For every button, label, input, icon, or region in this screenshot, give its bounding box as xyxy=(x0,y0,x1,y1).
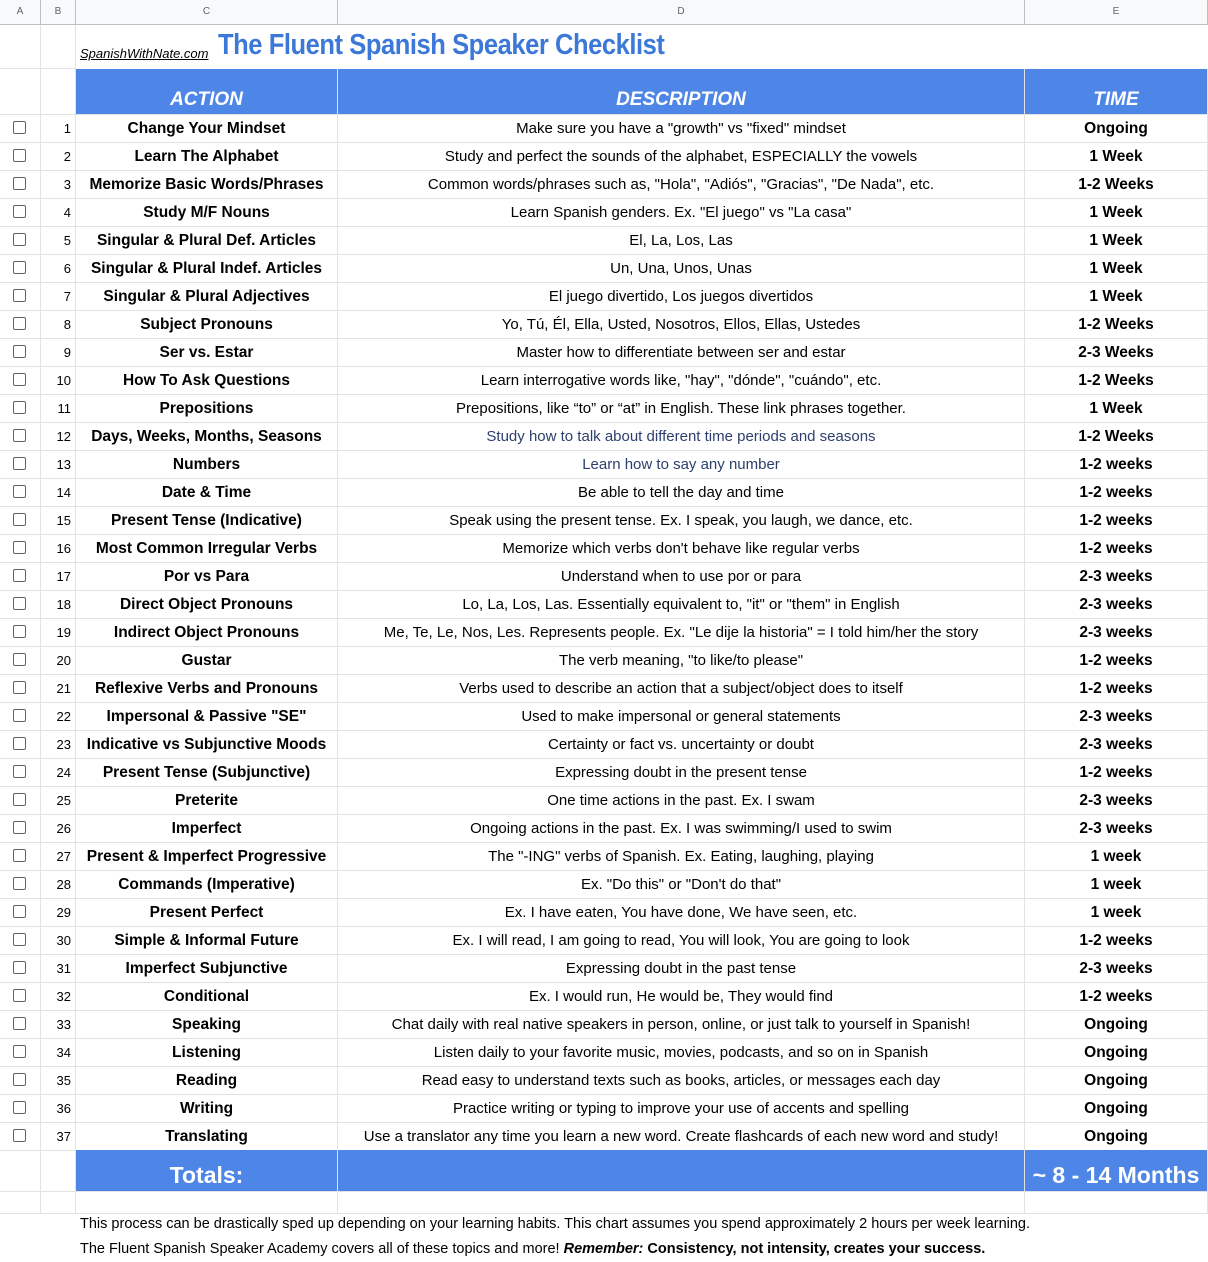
action-cell[interactable]: Writing xyxy=(76,1095,338,1123)
row-number[interactable]: 12 xyxy=(41,423,76,451)
time-cell[interactable]: 1-2 weeks xyxy=(1025,983,1208,1011)
table-row xyxy=(0,395,1208,423)
row-number[interactable]: 8 xyxy=(41,311,76,339)
action-cell[interactable]: Present & Imperfect Progressive xyxy=(76,843,338,871)
checkbox[interactable] xyxy=(13,961,26,974)
action-cell[interactable]: Singular & Plural Def. Articles xyxy=(76,227,338,255)
checkbox[interactable] xyxy=(13,485,26,498)
description-cell[interactable]: Used to make impersonal or general statements xyxy=(338,703,1025,731)
table-row xyxy=(0,563,1208,591)
action-cell[interactable]: Singular & Plural Adjectives xyxy=(76,283,338,311)
description-cell[interactable]: Expressing doubt in the present tense xyxy=(338,759,1025,787)
checkbox-cell[interactable] xyxy=(0,871,41,899)
table-row xyxy=(0,1095,1208,1123)
action-cell[interactable]: Present Tense (Indicative) xyxy=(76,507,338,535)
description-cell[interactable]: Yo, Tú, Él, Ella, Usted, Nosotros, Ellos, Ellas, Ustedes xyxy=(338,311,1025,339)
action-cell[interactable]: Study M/F Nouns xyxy=(76,199,338,227)
row-number[interactable]: 20 xyxy=(41,647,76,675)
time-cell[interactable]: Ongoing xyxy=(1025,1095,1208,1123)
column-header-b[interactable]: B xyxy=(41,0,76,24)
description-cell[interactable]: Be able to tell the day and time xyxy=(338,479,1025,507)
totals-empty-cell[interactable] xyxy=(338,1150,1025,1192)
checkbox[interactable] xyxy=(13,541,26,554)
title-row xyxy=(0,25,1208,69)
checkbox-cell[interactable] xyxy=(0,647,41,675)
header-time[interactable]: TIME xyxy=(1025,69,1208,115)
row-number[interactable]: 22 xyxy=(41,703,76,731)
row-number[interactable]: 1 xyxy=(41,115,76,143)
row-number[interactable]: 26 xyxy=(41,815,76,843)
time-cell[interactable]: 1-2 Weeks xyxy=(1025,423,1208,451)
checkbox-cell[interactable] xyxy=(0,423,41,451)
checkbox-cell[interactable] xyxy=(0,759,41,787)
table-row xyxy=(0,451,1208,479)
action-cell[interactable]: Impersonal & Passive "SE" xyxy=(76,703,338,731)
action-cell[interactable]: How To Ask Questions xyxy=(76,367,338,395)
checkbox-cell[interactable] xyxy=(0,731,41,759)
checkbox-cell[interactable] xyxy=(0,171,41,199)
row-number[interactable]: 14 xyxy=(41,479,76,507)
time-cell[interactable]: 1 week xyxy=(1025,871,1208,899)
description-cell[interactable]: Common words/phrases such as, "Hola", "Adiós", "Gracias", "De Nada", etc. xyxy=(338,171,1025,199)
description-cell[interactable]: Certainty or fact vs. uncertainty or doubt xyxy=(338,731,1025,759)
checkbox-cell[interactable] xyxy=(0,1011,41,1039)
checkbox[interactable] xyxy=(13,289,26,302)
description-cell[interactable]: Lo, La, Los, Las. Essentially equivalent to, "it" or "them" in English xyxy=(338,591,1025,619)
cell[interactable] xyxy=(41,1192,76,1214)
description-cell[interactable]: Chat daily with real native speakers in person, online, or just talk to yourself in Spanish! xyxy=(338,1011,1025,1039)
description-cell[interactable]: El, La, Los, Las xyxy=(338,227,1025,255)
time-cell[interactable]: 1-2 Weeks xyxy=(1025,311,1208,339)
time-cell[interactable]: 2-3 weeks xyxy=(1025,703,1208,731)
checkbox[interactable] xyxy=(13,1129,26,1142)
checkbox[interactable] xyxy=(13,849,26,862)
action-cell[interactable]: Singular & Plural Indef. Articles xyxy=(76,255,338,283)
action-cell[interactable]: Listening xyxy=(76,1039,338,1067)
checkbox-cell[interactable] xyxy=(0,283,41,311)
table-row xyxy=(0,255,1208,283)
checkbox[interactable] xyxy=(13,345,26,358)
table-row xyxy=(0,983,1208,1011)
table-row xyxy=(0,143,1208,171)
checkbox-cell[interactable] xyxy=(0,787,41,815)
checkbox-cell[interactable] xyxy=(0,1123,41,1151)
action-cell[interactable]: Present Tense (Subjunctive) xyxy=(76,759,338,787)
row-number[interactable]: 2 xyxy=(41,143,76,171)
row-number[interactable]: 6 xyxy=(41,255,76,283)
table-row xyxy=(0,871,1208,899)
row-number[interactable]: 29 xyxy=(41,899,76,927)
checkbox-cell[interactable] xyxy=(0,507,41,535)
description-cell[interactable]: The verb meaning, "to like/to please" xyxy=(338,647,1025,675)
action-cell[interactable]: Imperfect xyxy=(76,815,338,843)
table-row xyxy=(0,759,1208,787)
checkbox-cell[interactable] xyxy=(0,619,41,647)
time-cell[interactable]: 2-3 weeks xyxy=(1025,815,1208,843)
row-number[interactable]: 13 xyxy=(41,451,76,479)
checkbox[interactable] xyxy=(13,1101,26,1114)
checkbox-cell[interactable] xyxy=(0,339,41,367)
column-header-d[interactable]: D xyxy=(338,0,1025,24)
site-link[interactable]: SpanishWithNate.com xyxy=(80,46,209,61)
checkbox-cell[interactable] xyxy=(0,143,41,171)
table-row xyxy=(0,115,1208,143)
table-row xyxy=(0,339,1208,367)
description-cell[interactable]: Me, Te, Le, Nos, Les. Represents people. Ex. "Le dije la historia" = I told him/her the story xyxy=(338,619,1025,647)
table-row xyxy=(0,479,1208,507)
checkbox-cell[interactable] xyxy=(0,199,41,227)
checkbox[interactable] xyxy=(13,121,26,134)
checkbox[interactable] xyxy=(13,205,26,218)
row-number[interactable]: 9 xyxy=(41,339,76,367)
cell[interactable] xyxy=(76,1192,338,1214)
time-cell[interactable]: 1 week xyxy=(1025,843,1208,871)
description-cell[interactable]: Practice writing or typing to improve your use of accents and spelling xyxy=(338,1095,1025,1123)
spacer-row xyxy=(0,1192,1208,1214)
action-cell[interactable]: Commands (Imperative) xyxy=(76,871,338,899)
table-row xyxy=(0,843,1208,871)
checkbox-cell[interactable] xyxy=(0,843,41,871)
row-number[interactable]: 21 xyxy=(41,675,76,703)
table-row xyxy=(0,703,1208,731)
checkbox[interactable] xyxy=(13,653,26,666)
action-cell[interactable]: Prepositions xyxy=(76,395,338,423)
table-row xyxy=(0,367,1208,395)
checkbox-cell[interactable] xyxy=(0,535,41,563)
cell[interactable] xyxy=(0,1192,41,1214)
note-line-2 xyxy=(80,1241,985,1257)
table-row xyxy=(0,535,1208,563)
cell[interactable] xyxy=(0,69,41,115)
description-cell[interactable]: Master how to differentiate between ser and estar xyxy=(338,339,1025,367)
time-cell[interactable]: 2-3 Weeks xyxy=(1025,339,1208,367)
time-cell[interactable]: Ongoing xyxy=(1025,1067,1208,1095)
time-cell[interactable]: 2-3 weeks xyxy=(1025,955,1208,983)
description-cell[interactable]: Study and perfect the sounds of the alphabet, ESPECIALLY the vowels xyxy=(338,143,1025,171)
checkbox-cell[interactable] xyxy=(0,675,41,703)
time-cell[interactable]: Ongoing xyxy=(1025,115,1208,143)
note-emphasis: Consistency, not intensity, creates your success. xyxy=(643,1241,986,1257)
description-cell[interactable]: Learn how to say any number xyxy=(338,451,1025,479)
checkbox[interactable] xyxy=(13,457,26,470)
action-cell[interactable]: Imperfect Subjunctive xyxy=(76,955,338,983)
description-cell[interactable]: Expressing doubt in the past tense xyxy=(338,955,1025,983)
row-number[interactable]: 11 xyxy=(41,395,76,423)
checkbox[interactable] xyxy=(13,821,26,834)
checkbox[interactable] xyxy=(13,737,26,750)
action-cell[interactable]: Days, Weeks, Months, Seasons xyxy=(76,423,338,451)
time-cell[interactable]: 1 Week xyxy=(1025,143,1208,171)
action-cell[interactable]: Learn The Alphabet xyxy=(76,143,338,171)
row-number[interactable]: 10 xyxy=(41,367,76,395)
time-cell[interactable]: 2-3 weeks xyxy=(1025,619,1208,647)
checkbox[interactable] xyxy=(13,373,26,386)
row-number[interactable]: 17 xyxy=(41,563,76,591)
time-cell[interactable]: Ongoing xyxy=(1025,1011,1208,1039)
row-number[interactable]: 34 xyxy=(41,1039,76,1067)
action-cell[interactable]: Change Your Mindset xyxy=(76,115,338,143)
column-header-bar xyxy=(0,0,1208,25)
time-cell[interactable]: Ongoing xyxy=(1025,1123,1208,1151)
time-cell[interactable]: 1-2 weeks xyxy=(1025,927,1208,955)
totals-label[interactable]: Totals: xyxy=(76,1150,338,1192)
checkbox[interactable] xyxy=(13,793,26,806)
table-row xyxy=(0,507,1208,535)
table-row xyxy=(0,171,1208,199)
cell[interactable] xyxy=(41,1150,76,1192)
action-cell[interactable]: Ser vs. Estar xyxy=(76,339,338,367)
checkbox-cell[interactable] xyxy=(0,1039,41,1067)
row-number[interactable]: 7 xyxy=(41,283,76,311)
note-text: The Fluent Spanish Speaker Academy covers all of these topics and more! xyxy=(80,1241,564,1257)
checkbox[interactable] xyxy=(13,877,26,890)
time-cell[interactable]: 1-2 weeks xyxy=(1025,479,1208,507)
page-title: The Fluent Spanish Speaker Checklist xyxy=(218,29,665,61)
checkbox[interactable] xyxy=(13,429,26,442)
time-cell[interactable]: 2-3 weeks xyxy=(1025,731,1208,759)
table-row xyxy=(0,647,1208,675)
row-number[interactable]: 32 xyxy=(41,983,76,1011)
description-cell[interactable]: Memorize which verbs don't behave like regular verbs xyxy=(338,535,1025,563)
column-header-e[interactable]: E xyxy=(1025,0,1208,24)
table-row xyxy=(0,955,1208,983)
checkbox-cell[interactable] xyxy=(0,227,41,255)
table-row xyxy=(0,1067,1208,1095)
action-cell[interactable]: Por vs Para xyxy=(76,563,338,591)
checkbox[interactable] xyxy=(13,317,26,330)
action-cell[interactable]: Date & Time xyxy=(76,479,338,507)
checkbox[interactable] xyxy=(13,569,26,582)
action-cell[interactable]: Numbers xyxy=(76,451,338,479)
checkbox[interactable] xyxy=(13,513,26,526)
checkbox-cell[interactable] xyxy=(0,591,41,619)
description-cell[interactable]: Un, Una, Unos, Unas xyxy=(338,255,1025,283)
time-cell[interactable]: 2-3 weeks xyxy=(1025,563,1208,591)
checkbox-cell[interactable] xyxy=(0,367,41,395)
note-remember: Remember: xyxy=(563,1241,644,1257)
time-cell[interactable]: 1 Week xyxy=(1025,199,1208,227)
action-cell[interactable]: Subject Pronouns xyxy=(76,311,338,339)
time-cell[interactable]: 1-2 weeks xyxy=(1025,759,1208,787)
description-cell[interactable]: Read easy to understand texts such as books, articles, or messages each day xyxy=(338,1067,1025,1095)
table-row xyxy=(0,619,1208,647)
table-row xyxy=(0,199,1208,227)
description-cell[interactable]: Learn Spanish genders. Ex. "El juego" vs "La casa" xyxy=(338,199,1025,227)
header-action[interactable]: ACTION xyxy=(76,69,338,115)
time-cell[interactable]: 1-2 weeks xyxy=(1025,647,1208,675)
row-number[interactable]: 3 xyxy=(41,171,76,199)
note-line-1: This process can be drastically sped up depending on your learning habits. This chart assumes you spend approximately 2 hours per week learning. xyxy=(80,1216,1031,1232)
cell[interactable] xyxy=(41,25,76,69)
action-cell[interactable]: Most Common Irregular Verbs xyxy=(76,535,338,563)
action-cell[interactable]: Direct Object Pronouns xyxy=(76,591,338,619)
time-cell[interactable]: 1 week xyxy=(1025,899,1208,927)
row-number[interactable]: 27 xyxy=(41,843,76,871)
checkbox-cell[interactable] xyxy=(0,115,41,143)
checkbox[interactable] xyxy=(13,401,26,414)
table-row xyxy=(0,1039,1208,1067)
description-cell[interactable]: Learn interrogative words like, "hay", "dónde", "cuándo", etc. xyxy=(338,367,1025,395)
table-row xyxy=(0,1011,1208,1039)
checkbox[interactable] xyxy=(13,177,26,190)
cell[interactable] xyxy=(338,1192,1025,1214)
checkbox[interactable] xyxy=(13,233,26,246)
time-cell[interactable]: 1-2 weeks xyxy=(1025,451,1208,479)
action-cell[interactable]: Indirect Object Pronouns xyxy=(76,619,338,647)
checkbox-cell[interactable] xyxy=(0,815,41,843)
row-number[interactable]: 18 xyxy=(41,591,76,619)
checkbox[interactable] xyxy=(13,625,26,638)
time-cell[interactable]: 1-2 weeks xyxy=(1025,507,1208,535)
description-cell[interactable]: Use a translator any time you learn a new word. Create flashcards of each new word and study! xyxy=(338,1123,1025,1151)
row-number[interactable]: 24 xyxy=(41,759,76,787)
row-number[interactable]: 37 xyxy=(41,1123,76,1151)
description-cell[interactable]: Ongoing actions in the past. Ex. I was swimming/I used to swim xyxy=(338,815,1025,843)
checkbox-cell[interactable] xyxy=(0,479,41,507)
checkbox-cell[interactable] xyxy=(0,255,41,283)
checkbox[interactable] xyxy=(13,261,26,274)
checkbox[interactable] xyxy=(13,765,26,778)
checkbox[interactable] xyxy=(13,1045,26,1058)
cell[interactable] xyxy=(41,69,76,115)
row-number[interactable]: 31 xyxy=(41,955,76,983)
checkbox[interactable] xyxy=(13,597,26,610)
table-row xyxy=(0,927,1208,955)
action-cell[interactable]: Preterite xyxy=(76,787,338,815)
row-number[interactable]: 23 xyxy=(41,731,76,759)
checkbox-cell[interactable] xyxy=(0,927,41,955)
checkbox-cell[interactable] xyxy=(0,703,41,731)
table-row xyxy=(0,311,1208,339)
time-cell[interactable]: 2-3 weeks xyxy=(1025,787,1208,815)
table-row xyxy=(0,591,1208,619)
table-row xyxy=(0,227,1208,255)
description-cell[interactable]: Ex. I would run, He would be, They would find xyxy=(338,983,1025,1011)
action-cell[interactable]: Gustar xyxy=(76,647,338,675)
action-cell[interactable]: Reflexive Verbs and Pronouns xyxy=(76,675,338,703)
time-cell[interactable]: Ongoing xyxy=(1025,1039,1208,1067)
action-cell[interactable]: Reading xyxy=(76,1067,338,1095)
totals-row xyxy=(0,1150,1208,1192)
description-cell[interactable]: Listen daily to your favorite music, movies, podcasts, and so on in Spanish xyxy=(338,1039,1025,1067)
checkbox-cell[interactable] xyxy=(0,311,41,339)
checkbox[interactable] xyxy=(13,905,26,918)
time-cell[interactable]: 1-2 Weeks xyxy=(1025,367,1208,395)
description-cell[interactable]: The "-ING" verbs of Spanish. Ex. Eating, laughing, playing xyxy=(338,843,1025,871)
cell[interactable] xyxy=(1025,1192,1208,1214)
action-cell[interactable]: Simple & Informal Future xyxy=(76,927,338,955)
row-number[interactable]: 4 xyxy=(41,199,76,227)
totals-value[interactable]: ~ 8 - 14 Months xyxy=(1025,1150,1208,1192)
row-number[interactable]: 30 xyxy=(41,927,76,955)
checkbox-cell[interactable] xyxy=(0,451,41,479)
time-cell[interactable]: 1-2 weeks xyxy=(1025,675,1208,703)
description-cell[interactable]: Ex. "Do this" or "Don't do that" xyxy=(338,871,1025,899)
row-number[interactable]: 25 xyxy=(41,787,76,815)
checkbox[interactable] xyxy=(13,1073,26,1086)
time-cell[interactable]: 1 Week xyxy=(1025,227,1208,255)
column-header-c[interactable]: C xyxy=(76,0,338,24)
row-number[interactable]: 35 xyxy=(41,1067,76,1095)
action-cell[interactable]: Translating xyxy=(76,1123,338,1151)
row-number[interactable]: 36 xyxy=(41,1095,76,1123)
row-number[interactable]: 15 xyxy=(41,507,76,535)
time-cell[interactable]: 1-2 Weeks xyxy=(1025,171,1208,199)
time-cell[interactable]: 1 Week xyxy=(1025,283,1208,311)
action-cell[interactable]: Indicative vs Subjunctive Moods xyxy=(76,731,338,759)
checkbox-cell[interactable] xyxy=(0,395,41,423)
column-header-a[interactable]: A xyxy=(0,0,41,24)
checkbox-cell[interactable] xyxy=(0,983,41,1011)
row-number[interactable]: 19 xyxy=(41,619,76,647)
description-cell[interactable]: Understand when to use por or para xyxy=(338,563,1025,591)
table-row xyxy=(0,1123,1208,1151)
table-row xyxy=(0,675,1208,703)
cell[interactable] xyxy=(0,1150,41,1192)
checkbox[interactable] xyxy=(13,1017,26,1030)
description-cell[interactable]: Prepositions, like “to” or “at” in English. These link phrases together. xyxy=(338,395,1025,423)
time-cell[interactable]: 1 Week xyxy=(1025,395,1208,423)
checkbox-cell[interactable] xyxy=(0,563,41,591)
checkbox[interactable] xyxy=(13,933,26,946)
checkbox-cell[interactable] xyxy=(0,1095,41,1123)
action-cell[interactable]: Present Perfect xyxy=(76,899,338,927)
description-cell[interactable]: Verbs used to describe an action that a subject/object does to itself xyxy=(338,675,1025,703)
row-number[interactable]: 33 xyxy=(41,1011,76,1039)
action-cell[interactable]: Memorize Basic Words/Phrases xyxy=(76,171,338,199)
description-cell[interactable]: Make sure you have a "growth" vs "fixed" mindset xyxy=(338,115,1025,143)
header-row xyxy=(0,69,1208,115)
description-cell[interactable]: Study how to talk about different time periods and seasons xyxy=(338,423,1025,451)
time-cell[interactable]: 2-3 weeks xyxy=(1025,591,1208,619)
table-row xyxy=(0,899,1208,927)
time-cell[interactable]: 1-2 weeks xyxy=(1025,535,1208,563)
table-row xyxy=(0,815,1208,843)
action-cell[interactable]: Speaking xyxy=(76,1011,338,1039)
description-cell[interactable]: One time actions in the past. Ex. I swam xyxy=(338,787,1025,815)
table-row xyxy=(0,787,1208,815)
description-cell[interactable]: El juego divertido, Los juegos divertidos xyxy=(338,283,1025,311)
description-cell[interactable]: Speak using the present tense. Ex. I speak, you laugh, we dance, etc. xyxy=(338,507,1025,535)
row-number[interactable]: 28 xyxy=(41,871,76,899)
table-row xyxy=(0,731,1208,759)
checkbox-cell[interactable] xyxy=(0,1067,41,1095)
row-number[interactable]: 5 xyxy=(41,227,76,255)
description-cell[interactable]: Ex. I will read, I am going to read, You will look, You are going to look xyxy=(338,927,1025,955)
table-row xyxy=(0,423,1208,451)
action-cell[interactable]: Conditional xyxy=(76,983,338,1011)
checkbox[interactable] xyxy=(13,681,26,694)
checkbox[interactable] xyxy=(13,149,26,162)
checkbox[interactable] xyxy=(13,989,26,1002)
time-cell[interactable]: 1 Week xyxy=(1025,255,1208,283)
cell[interactable] xyxy=(0,25,41,69)
checkbox-cell[interactable] xyxy=(0,899,41,927)
row-number[interactable]: 16 xyxy=(41,535,76,563)
description-cell[interactable]: Ex. I have eaten, You have done, We have seen, etc. xyxy=(338,899,1025,927)
header-description[interactable]: DESCRIPTION xyxy=(338,69,1025,115)
checkbox[interactable] xyxy=(13,709,26,722)
checkbox-cell[interactable] xyxy=(0,955,41,983)
table-row xyxy=(0,283,1208,311)
